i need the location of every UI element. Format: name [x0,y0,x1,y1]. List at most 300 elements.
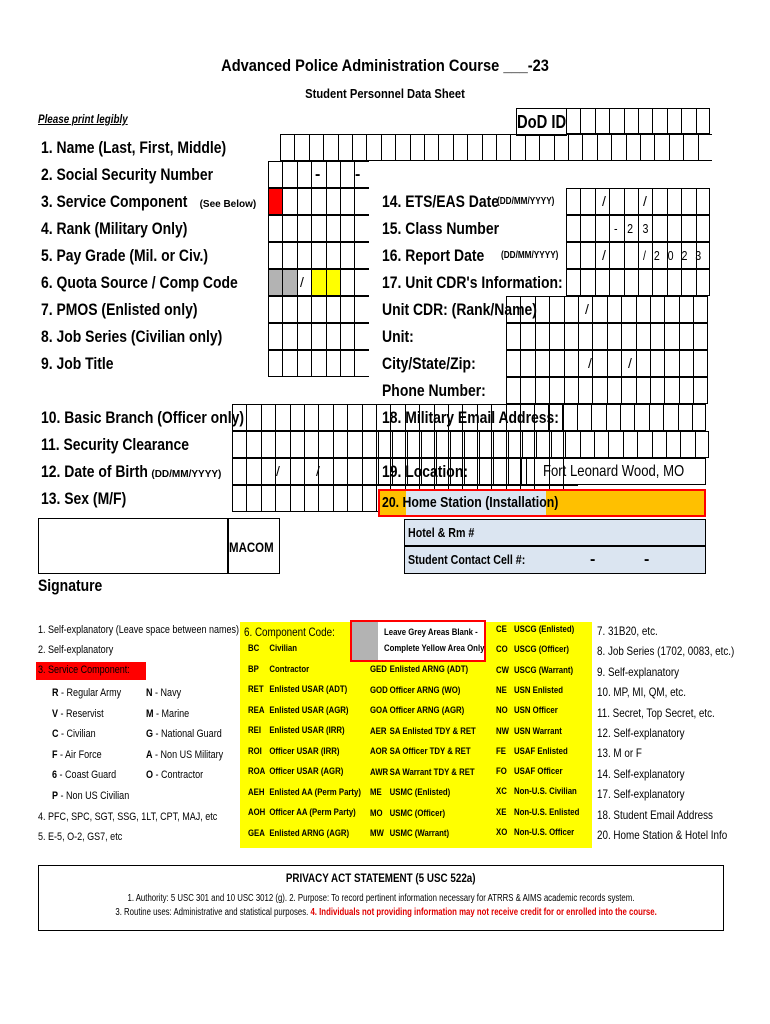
instruction-line: 2. Self-explanatory [38,644,114,656]
field-cell[interactable] [311,188,325,215]
field-cell[interactable] [340,242,354,269]
field-cell[interactable] [304,431,318,458]
field-cell[interactable] [347,431,361,458]
right-cell[interactable] [650,323,664,350]
field-cell[interactable] [297,161,311,188]
right-cell[interactable] [650,377,664,404]
right-cell[interactable] [667,215,681,242]
field-cell[interactable] [419,404,433,431]
name-cell[interactable] [582,134,596,161]
right-cell[interactable] [607,296,621,323]
instruction-line: 7. 31B20, etc. [597,624,658,638]
right-cell[interactable] [609,188,623,215]
right-cell[interactable] [650,296,664,323]
field-cell[interactable] [326,242,340,269]
right-cell[interactable] [549,323,563,350]
right-cell[interactable] [607,377,621,404]
name-cell[interactable] [352,134,366,161]
right-cell[interactable] [652,215,666,242]
name-cell[interactable] [698,134,712,161]
field-cell[interactable] [462,404,476,431]
field-cell[interactable] [304,404,318,431]
right-cell[interactable] [506,296,520,323]
field-cell[interactable] [340,350,354,377]
right-cell[interactable] [450,458,464,485]
right-cell[interactable] [623,431,637,458]
name-cell[interactable] [338,134,352,161]
privacy-line2a: 3. Routine uses: Administrative and statistical purposes. [115,907,309,918]
field-cell[interactable] [340,269,354,296]
right-cell[interactable] [608,431,622,458]
right-cell[interactable] [679,377,693,404]
dodid-cell[interactable] [609,108,623,134]
field-cell[interactable] [354,323,368,350]
field-cell[interactable] [354,242,368,269]
field-cell[interactable] [311,242,325,269]
field-label-text: 3. Service Component [41,192,188,211]
name-cell[interactable] [323,134,337,161]
right-cell[interactable] [592,323,606,350]
field-cell[interactable] [246,431,260,458]
right-cell[interactable] [621,296,635,323]
field-cell[interactable] [326,215,340,242]
field-cell[interactable] [362,485,376,512]
field-cell[interactable] [376,404,390,431]
dodid-cell[interactable] [696,108,710,134]
right-cell[interactable] [580,431,594,458]
right-cell[interactable] [493,458,507,485]
right-cell[interactable] [666,431,680,458]
right-cell[interactable] [578,323,592,350]
field-cell[interactable] [477,404,491,431]
field-cell[interactable] [275,431,289,458]
right-cell[interactable] [464,458,478,485]
right-cell[interactable] [549,377,563,404]
name-cell[interactable] [424,134,438,161]
right-cell[interactable] [421,431,435,458]
field-cell[interactable] [333,485,347,512]
field-cell[interactable] [282,323,296,350]
right-cell[interactable] [681,188,695,215]
field-cell[interactable] [311,269,325,296]
field-cell[interactable] [290,404,304,431]
field-cell[interactable] [275,485,289,512]
right-cell[interactable] [535,350,549,377]
right-cell[interactable] [693,296,707,323]
field-cell[interactable] [282,161,296,188]
right-cell[interactable] [407,431,421,458]
field-cell[interactable] [268,296,282,323]
label-email: 18. Military Email Address: [382,408,559,427]
field-cell[interactable] [282,269,296,296]
right-cell[interactable] [436,458,450,485]
field-cell[interactable] [434,404,448,431]
right-cell[interactable] [535,296,549,323]
field-cell[interactable] [333,458,347,485]
right-cell[interactable] [696,269,710,296]
right-cell[interactable] [479,458,493,485]
field-cell[interactable] [448,404,462,431]
right-cell[interactable] [407,458,421,485]
right-cell[interactable] [565,431,579,458]
name-cell[interactable] [410,134,424,161]
field-cell[interactable] [354,350,368,377]
right-cell[interactable] [520,350,534,377]
right-cell[interactable] [693,323,707,350]
right-cell[interactable] [506,377,520,404]
right-cell[interactable] [667,188,681,215]
macom-box[interactable] [38,518,228,574]
name-cell[interactable] [496,134,510,161]
name-cell[interactable] [280,134,294,161]
right-cell[interactable] [678,404,692,431]
field-cell[interactable] [318,458,332,485]
right-cell[interactable] [621,323,635,350]
field-cell[interactable] [340,188,354,215]
field-cell[interactable] [405,404,419,431]
right-cell[interactable] [636,350,650,377]
name-cell[interactable] [554,134,568,161]
instruction-line: 9. Self-explanatory [597,664,680,679]
code-row: GOA Officer ARNG (AGR) [370,705,465,716]
right-cell[interactable] [506,323,520,350]
right-cell[interactable] [652,188,666,215]
right-cell[interactable] [493,431,507,458]
right-cell[interactable] [566,242,580,269]
right-cell[interactable] [636,296,650,323]
field-cell[interactable] [297,215,311,242]
dodid-cell[interactable] [624,108,638,134]
name-cell[interactable] [482,134,496,161]
right-cell[interactable] [549,296,563,323]
right-cell[interactable] [692,404,706,431]
right-cell[interactable] [536,431,550,458]
right-cell[interactable] [637,431,651,458]
right-cell[interactable] [450,431,464,458]
right-cell[interactable] [607,350,621,377]
field-cell[interactable] [232,404,246,431]
field-cell[interactable] [268,188,282,215]
right-cell[interactable] [392,458,406,485]
right-cell[interactable] [652,431,666,458]
right-cell[interactable] [679,296,693,323]
name-cell[interactable] [453,134,467,161]
field-cell[interactable] [318,485,332,512]
field-cell[interactable] [232,485,246,512]
name-cell[interactable] [381,134,395,161]
field-cell[interactable] [340,161,354,188]
field-cell[interactable] [297,188,311,215]
right-cell[interactable] [562,404,576,431]
field-cell[interactable] [268,269,282,296]
field-cell[interactable] [340,296,354,323]
field-cell[interactable] [246,404,260,431]
right-cell[interactable] [535,377,549,404]
code-row: AEH Enlisted AA (Perm Party) [248,786,361,798]
field-cell[interactable] [261,485,275,512]
name-cell[interactable] [525,134,539,161]
field-cell[interactable] [362,431,376,458]
right-cell[interactable] [624,269,638,296]
right-cell[interactable] [580,215,594,242]
right-cell[interactable] [551,431,565,458]
name-cell[interactable] [683,134,697,161]
field-cell[interactable] [362,458,376,485]
right-cell[interactable] [564,323,578,350]
field-cell[interactable] [390,404,404,431]
code-row: BC Civilian [248,643,298,654]
code-row: ROI Officer USAR (IRR) [248,745,340,757]
right-cell[interactable] [607,323,621,350]
right-cell[interactable] [548,404,562,431]
field-cell[interactable] [282,296,296,323]
right-cell[interactable] [609,269,623,296]
field-cell[interactable] [261,458,275,485]
right-cell[interactable] [520,377,534,404]
field-cell[interactable] [282,242,296,269]
right-cell[interactable] [606,404,620,431]
right-cell[interactable] [664,296,678,323]
field-cell[interactable] [362,404,376,431]
instruction-line: 4. PFC, SPC, SGT, SSG, 1LT, CPT, MAJ, etc [38,811,218,823]
field-cell[interactable] [534,404,548,431]
field-cell[interactable] [340,323,354,350]
code-row: NE USN Enlisted [496,684,563,696]
field-cell[interactable] [261,404,275,431]
name-cell[interactable] [626,134,640,161]
field-cell[interactable] [354,215,368,242]
field-cell[interactable] [333,431,347,458]
right-cell[interactable] [693,377,707,404]
right-cell[interactable] [577,404,591,431]
right-cell[interactable] [592,350,606,377]
right-cell[interactable] [650,350,664,377]
signature-line[interactable] [38,600,706,616]
field-label [38,242,249,269]
right-cell[interactable] [693,350,707,377]
field-cell[interactable] [326,161,340,188]
field-cell[interactable] [268,161,282,188]
field-cell[interactable] [246,485,260,512]
name-cell[interactable] [366,134,380,161]
right-cell[interactable] [624,188,638,215]
right-cell[interactable] [634,404,648,431]
name-cell[interactable] [539,134,553,161]
field-cell[interactable] [282,350,296,377]
right-cell[interactable] [696,215,710,242]
right-cell[interactable] [592,377,606,404]
name-cell[interactable] [309,134,323,161]
right-cell[interactable] [663,404,677,431]
name-cell[interactable] [640,134,654,161]
field-cell[interactable] [268,350,282,377]
right-cell[interactable] [667,269,681,296]
right-cell[interactable] [479,431,493,458]
right-cell[interactable] [652,269,666,296]
field-cell[interactable] [506,404,520,431]
dod-id-label: DoD ID [516,108,567,136]
field-cell[interactable] [318,431,332,458]
field-cell[interactable] [318,404,332,431]
field-cell[interactable] [290,431,304,458]
field-cell[interactable] [347,404,361,431]
dodid-cell[interactable] [566,108,580,134]
field-cell[interactable] [297,242,311,269]
name-cell[interactable] [611,134,625,161]
field-cell[interactable] [297,296,311,323]
field-cell[interactable] [347,458,361,485]
field-cell[interactable] [232,458,246,485]
right-cell[interactable] [549,350,563,377]
name-cell[interactable] [669,134,683,161]
field-cell[interactable] [354,269,368,296]
field-cell[interactable] [333,404,347,431]
label-cell: Student Contact Cell #: [408,552,526,567]
right-cell[interactable] [564,377,578,404]
right-cell[interactable] [664,377,678,404]
name-cell[interactable] [568,134,582,161]
field-cell[interactable] [282,188,296,215]
right-cell[interactable] [664,323,678,350]
right-cell[interactable] [592,296,606,323]
field-cell[interactable] [268,215,282,242]
right-cell[interactable] [649,404,663,431]
right-cell[interactable] [580,269,594,296]
field-cell[interactable] [282,215,296,242]
right-cell[interactable] [580,188,594,215]
field-cell[interactable] [354,296,368,323]
right-cell[interactable] [378,431,392,458]
field-cell[interactable] [347,485,361,512]
name-cell[interactable] [510,134,524,161]
right-cell[interactable] [636,377,650,404]
field-label-text: 6. Quota Source / Comp Code [41,273,238,292]
name-cell[interactable] [294,134,308,161]
dodid-cell[interactable] [652,108,666,134]
right-cell[interactable] [564,350,578,377]
code-row: FE USAF Enlisted [496,745,568,757]
instruction-line: 17. Self-explanatory [597,787,685,802]
field-cell[interactable] [246,458,260,485]
field-cell[interactable] [275,404,289,431]
right-cell[interactable] [620,404,634,431]
field-cell[interactable] [326,350,340,377]
right-cell[interactable] [595,215,609,242]
right-cell[interactable] [436,431,450,458]
right-cell[interactable] [506,350,520,377]
dodid-cell[interactable] [667,108,681,134]
right-cell[interactable] [624,242,638,269]
name-cell[interactable] [438,134,452,161]
field-cell[interactable] [491,404,505,431]
right-cell[interactable] [696,188,710,215]
right-cell[interactable] [695,431,709,458]
right-cell[interactable] [535,323,549,350]
field-cell[interactable] [311,350,325,377]
field-cell[interactable] [290,458,304,485]
field-cell[interactable] [311,296,325,323]
right-cell[interactable] [564,296,578,323]
right-cell[interactable] [681,269,695,296]
right-cell[interactable] [508,458,522,485]
dodid-cell[interactable] [681,108,695,134]
right-cell[interactable] [522,431,536,458]
right-cell[interactable] [566,188,580,215]
field-cell[interactable] [268,242,282,269]
field-cell[interactable] [326,188,340,215]
right-cell[interactable] [591,404,605,431]
right-cell[interactable] [520,323,534,350]
field-cell[interactable] [340,215,354,242]
field-label-text: 9. Job Title [41,354,114,373]
right-cell[interactable] [679,323,693,350]
right-cell[interactable] [392,431,406,458]
field-cell[interactable] [297,323,311,350]
field-cell[interactable] [326,323,340,350]
name-cell[interactable] [597,134,611,161]
label-ets: 14. ETS/EAS Date [382,192,499,211]
right-cell[interactable] [566,269,580,296]
instruction-line: 13. M or F [597,746,642,761]
dodid-cell[interactable] [638,108,652,134]
right-cell[interactable] [679,350,693,377]
field-cell[interactable] [354,188,368,215]
right-cell[interactable] [508,431,522,458]
slash: / [643,193,647,209]
right-cell[interactable] [664,350,678,377]
right-cell[interactable] [680,431,694,458]
right-cell[interactable] [566,215,580,242]
ssn-dash: - [315,166,321,183]
right-cell[interactable] [421,458,435,485]
dodid-cell[interactable] [595,108,609,134]
right-cell[interactable] [638,269,652,296]
right-cell[interactable] [580,242,594,269]
code-row: CO USCG (Officer) [496,644,570,656]
component-entry: N - Navy [146,687,182,699]
right-cell[interactable] [594,431,608,458]
field-cell[interactable] [326,269,340,296]
field-cell[interactable] [261,431,275,458]
name-cell[interactable] [654,134,668,161]
field-label-text: 8. Job Series (Civilian only) [41,327,223,346]
name-cell[interactable] [395,134,409,161]
field-cell[interactable] [304,485,318,512]
field-cell[interactable] [520,404,534,431]
field-cell[interactable] [326,296,340,323]
right-cell[interactable] [595,269,609,296]
right-cell[interactable] [464,431,478,458]
name-cell[interactable] [467,134,481,161]
right-cell[interactable] [609,242,623,269]
right-cell[interactable] [378,458,392,485]
right-cell[interactable] [578,377,592,404]
field-cell[interactable] [311,323,325,350]
field-cell[interactable] [232,431,246,458]
component-entry: C - Civilian [52,728,96,740]
right-cell[interactable] [520,296,534,323]
slash: / [588,355,592,371]
field-cell[interactable] [311,215,325,242]
field-cell[interactable] [290,485,304,512]
code-row: NW USN Warrant [496,725,562,737]
right-cell[interactable] [636,323,650,350]
field-cell[interactable] [297,350,311,377]
right-cell[interactable] [621,377,635,404]
right-cell[interactable] [681,215,695,242]
dodid-cell[interactable] [580,108,594,134]
field-cell[interactable] [268,323,282,350]
